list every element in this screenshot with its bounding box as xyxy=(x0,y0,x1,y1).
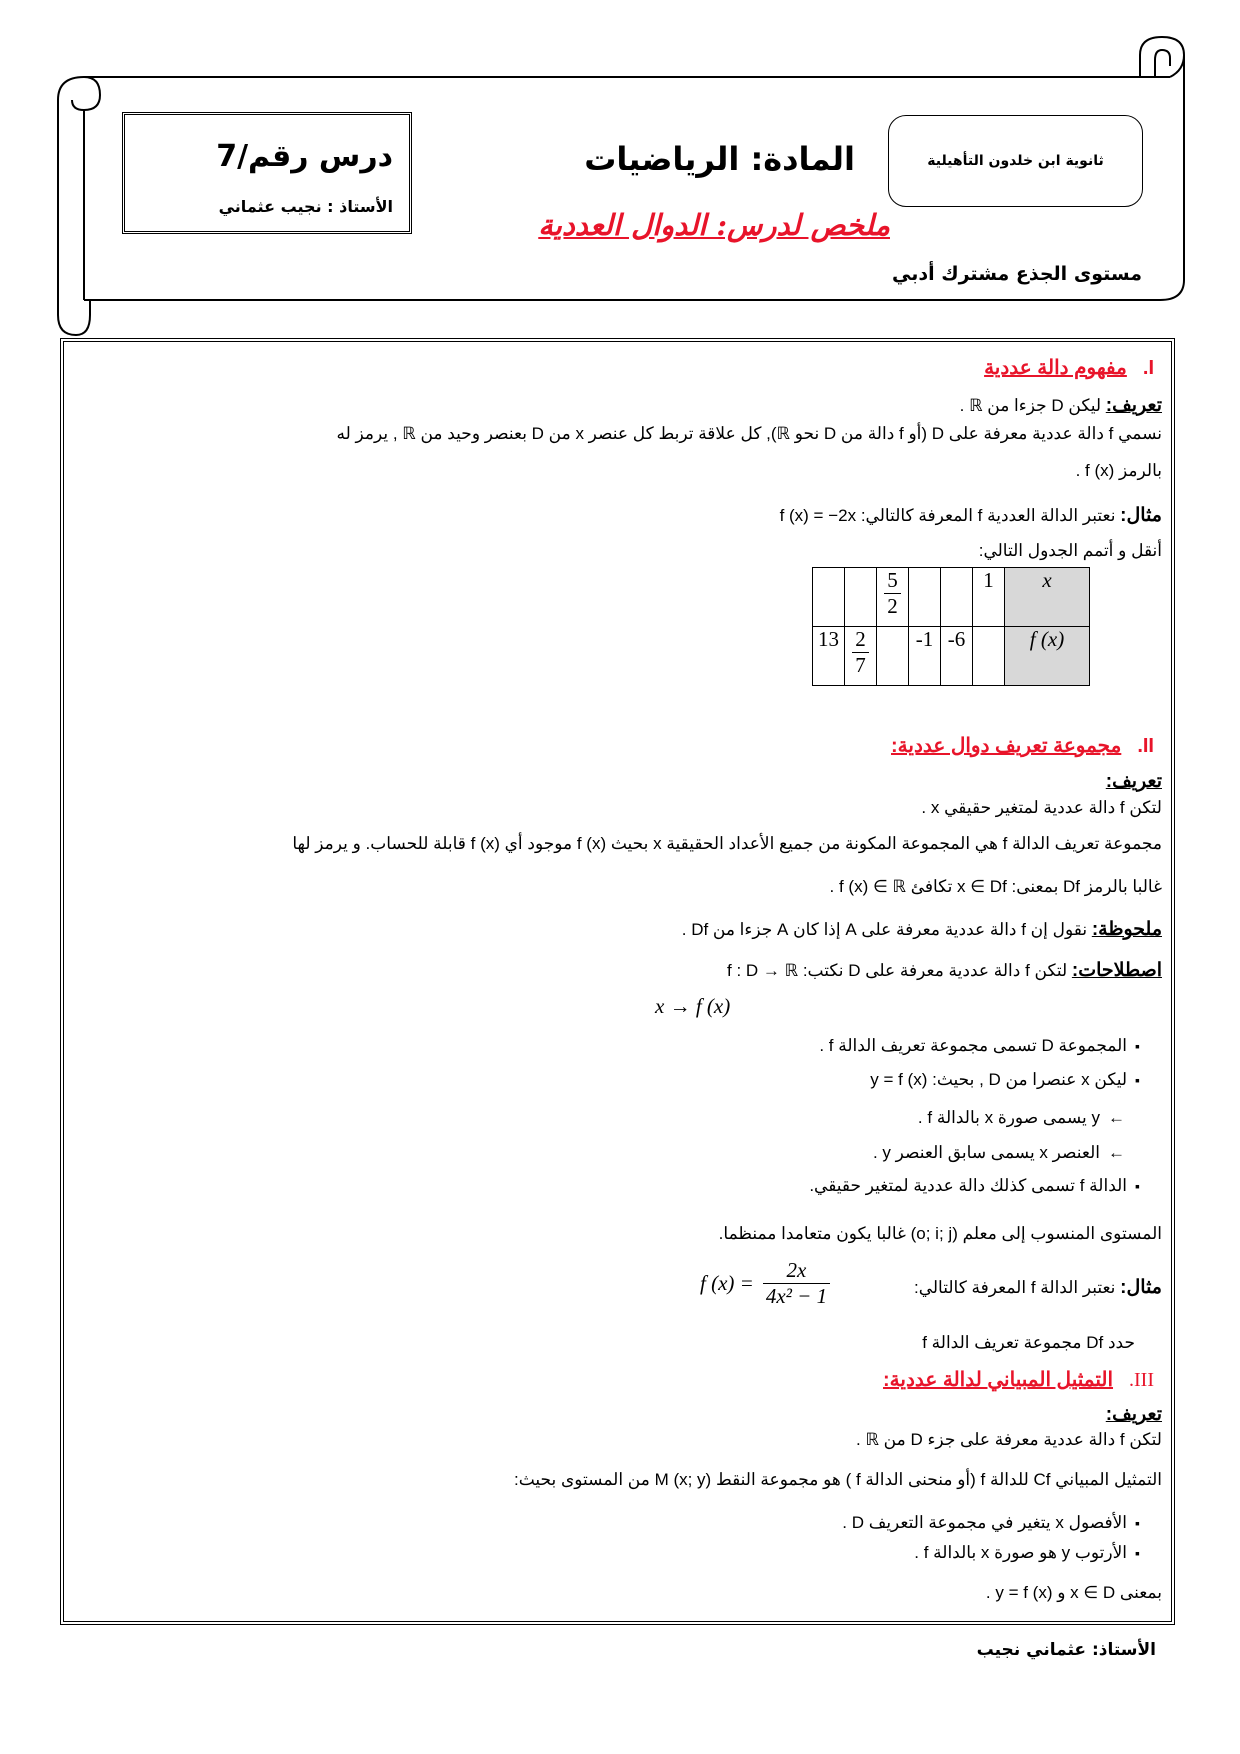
section3-line3: بمعنى x ∈ D و y = f (x) . xyxy=(985,1583,1162,1602)
level-label: مستوى الجذع مشترك أدبي xyxy=(891,263,1142,285)
summary-title: ملخص لدرس: الدوال العددية xyxy=(538,208,890,242)
section2-bullet3: ▪ الدالة f تسمى كذلك دالة عددية لمتغير حقيقي. xyxy=(74,1176,1140,1196)
table-row-fx xyxy=(813,627,1090,686)
section3-definition-label: تعريف: xyxy=(1105,1404,1162,1425)
teacher-name: الأستاذ : نجيب عثماني xyxy=(218,197,393,216)
section2-example xyxy=(74,1276,1162,1299)
arrow-icon: ← xyxy=(1108,1108,1125,1127)
section1-heading xyxy=(74,355,1162,380)
section1-line3: بالرمز f (x) . xyxy=(1075,461,1162,480)
example2-label: مثال: xyxy=(1120,1277,1162,1298)
section3-bullet2: ▪ الأرتوب y هو صورة x بالدالة f . xyxy=(74,1543,1140,1563)
table-instruction: أنقل و أتمم الجدول التالي: xyxy=(978,541,1162,560)
table-cell: $\frac{2}{7}$ xyxy=(845,627,877,686)
school-name: ثانوية ابن خلدون التأهيلية xyxy=(927,153,1104,169)
table-cell: 13 xyxy=(813,627,845,686)
arrow2-text: العنصر x يسمى سابق العنصر y . xyxy=(872,1143,1100,1162)
section2-note xyxy=(74,918,1162,941)
values-table xyxy=(812,567,1090,686)
subject-title: المادة: الرياضيات xyxy=(584,140,855,178)
section2-heading xyxy=(74,733,1162,758)
table-cell[interactable] xyxy=(909,568,941,627)
example2-formula xyxy=(700,1258,833,1309)
example-text: نعتبر الدالة العددية f المعرفة كالتالي: f (x) = −2x xyxy=(779,506,1116,525)
school-box xyxy=(888,115,1143,207)
notation-label: اصطلاحات: xyxy=(1071,960,1162,981)
table-header-x: x xyxy=(1005,568,1090,627)
definition-text: ليكن D جزءا من ℝ . xyxy=(959,396,1102,415)
table-cell[interactable] xyxy=(877,627,909,686)
table-cell[interactable] xyxy=(941,568,973,627)
arrow-icon: ← xyxy=(1108,1143,1125,1162)
note-text: نقول إن f دالة عددية معرفة على A إذا كان A جزءا من Df . xyxy=(681,920,1088,939)
table-cell[interactable] xyxy=(973,627,1005,686)
example-label: مثال: xyxy=(1120,505,1162,526)
notation-map: x → f (x) xyxy=(655,994,731,1018)
table-cell[interactable]: $\frac{5}{2}$ xyxy=(877,568,909,627)
lesson-number: درس رقم/7 xyxy=(216,139,393,174)
section2-number: II. xyxy=(1137,735,1154,757)
formula-lhs: f (x) = xyxy=(700,1271,754,1295)
section2-notation xyxy=(74,959,1162,982)
section3-number: III. xyxy=(1129,1369,1154,1391)
section2-example-task: حدد Df مجموعة تعريف الدالة f xyxy=(922,1333,1135,1352)
section2-arrow2 xyxy=(74,1143,1125,1163)
subject-label: المادة xyxy=(763,140,855,178)
table-cell: -1 xyxy=(909,627,941,686)
section1-example xyxy=(74,504,1162,527)
formula-numerator: 2x xyxy=(763,1258,830,1284)
table-header-fx: f (x) xyxy=(1005,627,1090,686)
formula-denominator: 4x² − 1 xyxy=(765,1284,828,1308)
table-cell: 1 xyxy=(973,568,1005,627)
section2-arrow1 xyxy=(74,1108,1125,1128)
note-label: ملحوظة: xyxy=(1091,919,1162,940)
section2-line2: مجموعة تعريف الدالة f هي المجموعة المكونة من جميع الأعداد الحقيقية x بحيث f (x) موجود أي f (x) قابلة للحساب. و يرمز لها xyxy=(292,834,1162,853)
table-row-x xyxy=(813,568,1090,627)
definition-label: تعريف: xyxy=(1105,395,1162,416)
arrow1-text: y يسمى صورة x بالدالة f . xyxy=(917,1108,1100,1127)
footer-teacher: الأستاذ: عثماني نجيب xyxy=(976,1640,1156,1660)
section3-title: التمثيل المبياني لدالة عددية: xyxy=(883,1369,1114,1391)
section2-title: مجموعة تعريف دوال عددية: xyxy=(891,735,1122,757)
section1-title: مفهوم دالة عددية xyxy=(984,357,1127,379)
section3-line2: التمثيل المبياني Cf للدالة f (أو منحنى الدالة f ) هو مجموعة النقط M (x; y) من المستوى بحيث: xyxy=(513,1470,1162,1489)
section2-line1: لتكن f دالة عددية لمتغير حقيقي x . xyxy=(921,798,1162,817)
section2-plane-text: المستوى المنسوب إلى معلم (o; i; j) غالبا يكون متعامدا ممنظما. xyxy=(718,1224,1162,1243)
section2-bullet1: ▪ المجموعة D تسمى مجموعة تعريف الدالة f . xyxy=(74,1036,1140,1056)
lesson-box xyxy=(122,112,412,234)
section1-line2: نسمي f دالة عددية معرفة على D (أو f دالة من D نحو ℝ), كل علاقة تربط كل عنصر x من D بعنصر وحيد من ℝ , يرمز له xyxy=(336,424,1162,443)
section2-definition-label: تعريف: xyxy=(1105,771,1162,792)
section3-bullet1: ▪ الأفصول x يتغير في مجموعة التعريف D . xyxy=(74,1513,1140,1533)
section3-line1: لتكن f دالة عددية معرفة على جزء D من ℝ . xyxy=(856,1430,1162,1449)
subject-value: الرياضيات xyxy=(584,140,740,178)
table-cell: -6 xyxy=(941,627,973,686)
notation-text: لتكن f دالة عددية معرفة على D نكتب: f : D → ℝ xyxy=(727,961,1068,980)
table-cell[interactable] xyxy=(845,568,877,627)
example2-text: نعتبر الدالة f المعرفة كالتالي: xyxy=(913,1278,1116,1297)
table-cell[interactable] xyxy=(813,568,845,627)
section3-heading xyxy=(74,1367,1162,1392)
section1-definition xyxy=(74,394,1162,417)
section2-line3: غالبا بالرمز Df بمعنى: x ∈ Df تكافئ f (x) ∈ ℝ . xyxy=(829,877,1162,896)
section2-bullet2: ▪ ليكن x عنصرا من D , بحيث: y = f (x) xyxy=(74,1070,1140,1090)
formula-fraction xyxy=(763,1258,830,1309)
section1-number: I. xyxy=(1142,357,1154,379)
